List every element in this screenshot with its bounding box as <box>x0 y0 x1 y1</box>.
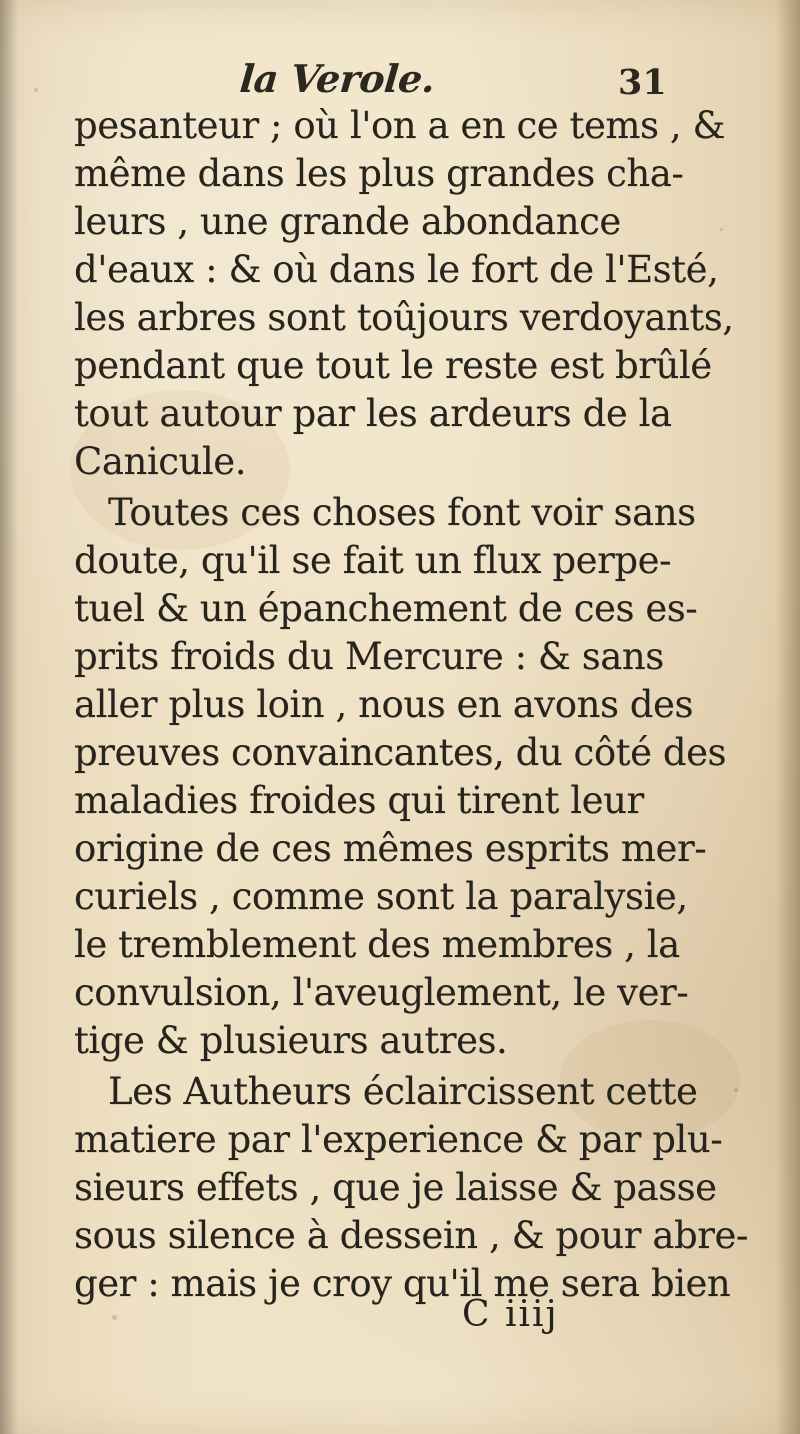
text-line-8: Canicule. <box>74 440 247 483</box>
text-line-15: maladies froides qui tirent leur <box>74 779 644 822</box>
text-line-5: les arbres sont toûjours verdoyants, <box>74 296 734 339</box>
text-line-24: sous silence à dessein , & pour abre- <box>74 1214 748 1257</box>
text-line-17: curiels , comme sont la paralysie, <box>74 875 688 918</box>
text-line-14: preuves convaincantes, du côté des <box>74 731 727 774</box>
signature-mark: C iiij <box>462 1294 559 1335</box>
paper-speck <box>34 88 38 92</box>
text-line-4: d'eaux : & où dans le fort de l'Esté, <box>74 248 719 291</box>
text-line-10: doute, qu'il se fait un flux perpe- <box>74 539 672 582</box>
text-line-20: tige & plusieurs autres. <box>74 1019 508 1062</box>
text-line-1: pesanteur ; où l'on a en ce tems , & <box>74 104 726 147</box>
text-line-12: prits froids du Mercure : & sans <box>74 635 664 678</box>
text-line-13: aller plus loin , nous en avons des <box>74 683 694 726</box>
paper-speck <box>720 228 723 231</box>
text-line-6: pendant que tout le reste est brûlé <box>74 344 712 387</box>
body-text <box>74 104 748 1354</box>
running-head: la Verole. <box>238 56 437 101</box>
text-line-7: tout autour par les ardeurs de la <box>74 392 672 435</box>
paper-speck <box>734 1088 738 1092</box>
text-line-22: matiere par l'experience & par plu- <box>74 1118 723 1161</box>
text-line-3: leurs , une grande abondance <box>74 200 621 243</box>
text-line-9: Toutes ces choses font voir sans <box>108 491 696 534</box>
text-line-23: sieurs effets , que je laisse & passe <box>74 1166 717 1209</box>
text-line-19: convulsion, l'aveuglement, le ver- <box>74 971 689 1014</box>
text-line-11: tuel & un épanchement de ces es- <box>74 587 698 630</box>
text-line-18: le tremblement des membres , la <box>74 923 680 966</box>
text-line-25: ger : mais je croy qu'il me sera bien <box>74 1262 731 1305</box>
text-line-2: même dans les plus grandes cha- <box>74 152 684 195</box>
text-line-21: Les Autheurs éclaircissent cette <box>108 1070 698 1113</box>
page-number: 31 <box>618 62 667 103</box>
text-line-16: origine de ces mêmes esprits mer- <box>74 827 707 870</box>
